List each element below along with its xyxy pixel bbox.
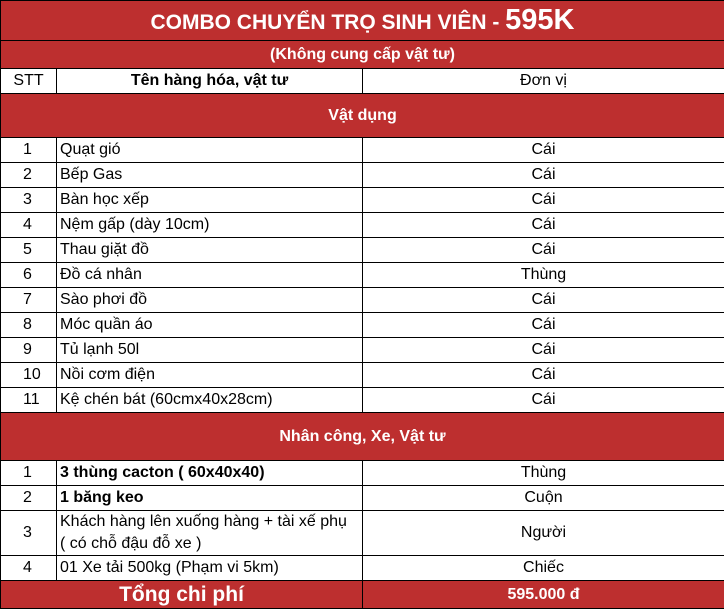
row-name: Quạt gió xyxy=(57,138,363,163)
row-name: 3 thùng cacton ( 60x40x40) xyxy=(57,461,363,486)
row-name: Nệm gấp (dày 10cm) xyxy=(57,213,363,238)
row-name xyxy=(57,511,363,556)
row-unit: Cái xyxy=(363,363,724,388)
row-stt: 4 xyxy=(1,213,57,238)
row-name: Bếp Gas xyxy=(57,163,363,188)
row-stt: 1 xyxy=(1,138,57,163)
table-row xyxy=(1,288,724,313)
row-stt: 3 xyxy=(1,511,57,556)
table-row xyxy=(1,388,724,413)
row-stt: 2 xyxy=(1,486,57,511)
table-row xyxy=(1,363,724,388)
row-unit: Cái xyxy=(363,138,724,163)
row-stt: 6 xyxy=(1,263,57,288)
row-name: Sào phơi đồ xyxy=(57,288,363,313)
row-stt: 9 xyxy=(1,338,57,363)
page-title xyxy=(1,1,724,41)
section-title: Vật dụng xyxy=(1,94,724,138)
row-name: Đồ cá nhân xyxy=(57,263,363,288)
column-header-unit: Đơn vị xyxy=(363,69,724,94)
table-row xyxy=(1,313,724,338)
section-title: Nhân công, Xe, Vật tư xyxy=(1,413,724,461)
row-stt: 11 xyxy=(1,388,57,413)
row-stt: 8 xyxy=(1,313,57,338)
row-unit: Người xyxy=(363,511,724,556)
table-row xyxy=(1,213,724,238)
row-name: Bàn học xếp xyxy=(57,188,363,213)
row-stt: 1 xyxy=(1,461,57,486)
total-row xyxy=(1,581,724,609)
column-header-name: Tên hàng hóa, vật tư xyxy=(57,69,363,94)
table-row xyxy=(1,511,724,556)
row-stt: 3 xyxy=(1,188,57,213)
section-header-nhan-cong xyxy=(1,413,724,461)
table-row xyxy=(1,163,724,188)
table-row xyxy=(1,338,724,363)
page-subtitle: (Không cung cấp vật tư) xyxy=(1,41,724,69)
row-stt: 5 xyxy=(1,238,57,263)
subtitle-row xyxy=(1,41,724,69)
row-unit: Cái xyxy=(363,163,724,188)
title-text: COMBO CHUYỂN TRỌ SINH VIÊN - xyxy=(150,11,505,34)
row-unit: Cái xyxy=(363,188,724,213)
row-name: 1 băng keo xyxy=(57,486,363,511)
total-label: Tổng chi phí xyxy=(1,581,363,609)
row-name: Tủ lạnh 50l xyxy=(57,338,363,363)
table-row xyxy=(1,263,724,288)
column-header-stt: STT xyxy=(1,69,57,94)
row-stt: 7 xyxy=(1,288,57,313)
table-row xyxy=(1,238,724,263)
table-row xyxy=(1,138,724,163)
title-price: 595K xyxy=(505,4,574,36)
table-row xyxy=(1,461,724,486)
row-name: Móc quần áo xyxy=(57,313,363,338)
row-unit: Cuộn xyxy=(363,486,724,511)
title-row xyxy=(1,1,724,41)
row-name: Thau giặt đồ xyxy=(57,238,363,263)
row-unit: Cái xyxy=(363,313,724,338)
row-unit: Thùng xyxy=(363,263,724,288)
row-unit: Cái xyxy=(363,388,724,413)
row-unit: Thùng xyxy=(363,461,724,486)
row-stt: 10 xyxy=(1,363,57,388)
table-row xyxy=(1,556,724,581)
column-header-row xyxy=(1,69,724,94)
section-header-vat-dung xyxy=(1,94,724,138)
row-name-line-1: Khách hàng lên xuống hàng + tài xế phụ xyxy=(60,511,359,533)
table-row xyxy=(1,188,724,213)
row-name: Kệ chén bát (60cmx40x28cm) xyxy=(57,388,363,413)
total-value: 595.000 đ xyxy=(363,581,724,609)
row-unit: Chiếc xyxy=(363,556,724,581)
row-unit: Cái xyxy=(363,238,724,263)
table-row xyxy=(1,486,724,511)
row-name: 01 Xe tải 500kg (Phạm vi 5km) xyxy=(57,556,363,581)
row-name-line-2: ( có chỗ đậu đỗ xe ) xyxy=(60,533,359,555)
row-stt: 2 xyxy=(1,163,57,188)
row-unit: Cái xyxy=(363,338,724,363)
row-name: Nồi cơm điện xyxy=(57,363,363,388)
row-stt: 4 xyxy=(1,556,57,581)
row-unit: Cái xyxy=(363,288,724,313)
row-unit: Cái xyxy=(363,213,724,238)
